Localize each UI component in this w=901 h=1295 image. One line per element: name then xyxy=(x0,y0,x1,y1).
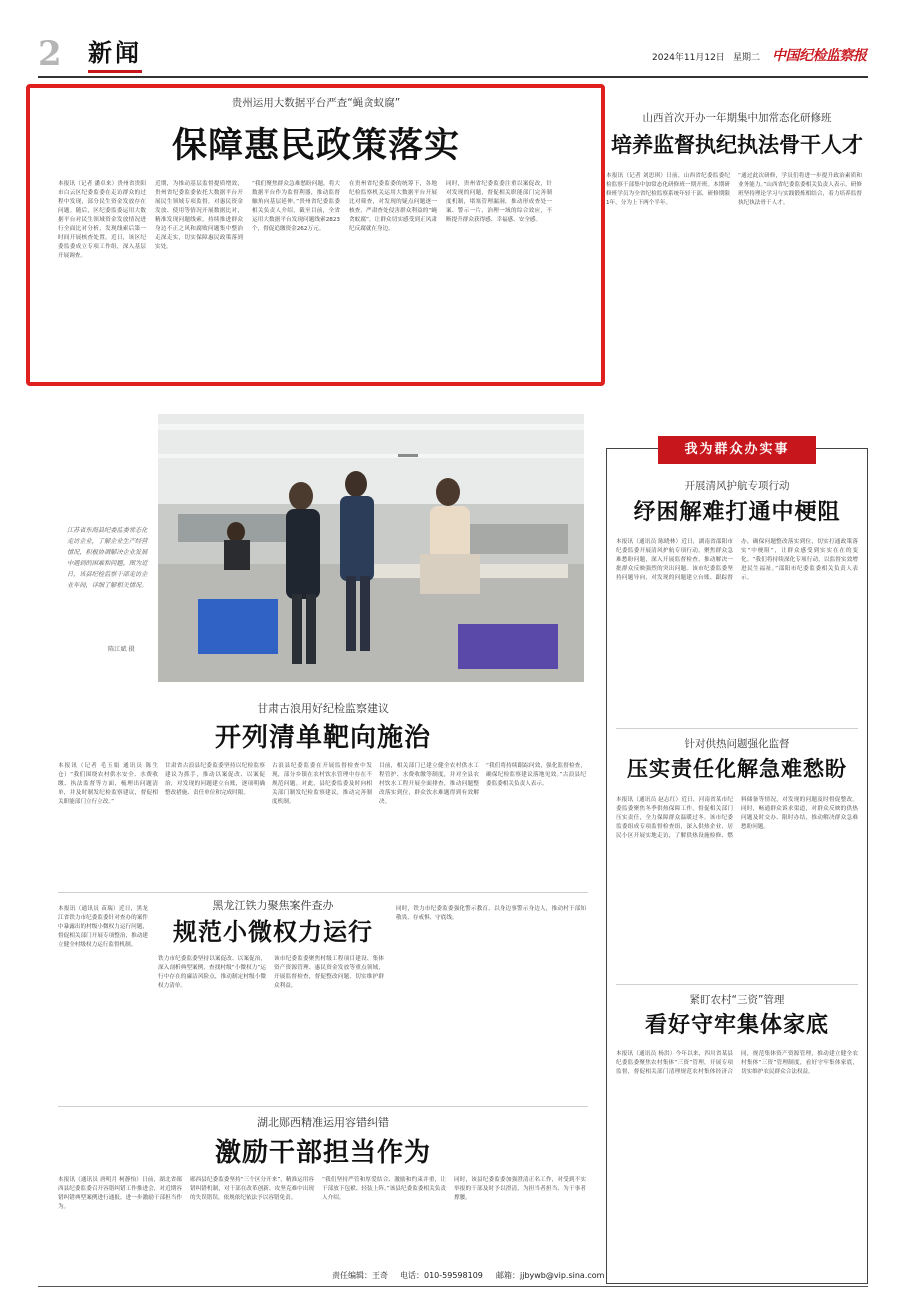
hubei-col-2: 郧西县纪委监委坚持“三个区分开来”，精准运用容错纠错机制，对干部在改革创新、攻坚克难中出现的失误错误，依规依纪依法予以容错免责。 xyxy=(190,1177,314,1201)
heilongjiang-col-3: 该市纪委监委聚焦村级工程项目建设、集体资产资源管理、惠民资金发放等重点领域，开展监督检查，督促整改问题，切实维护群众利益。 xyxy=(274,956,384,989)
footer-email: 邮箱：jjbywb@vip.sina.com xyxy=(496,1271,605,1280)
hubei-col-4: 同时，该县纪委监委加强澄清正名工作，对受到不实举报的干部及时予以澄清，为担当者担当、为干事者撑腰。 xyxy=(454,1177,586,1201)
gansu-col-3: 古浪县纪委监委在开展监督检查中发现，部分乡镇在农村饮水管理中存在不规范问题。对此，县纪委监委及时向相关部门制发纪检监察建议，推动完善制度机制。 xyxy=(272,763,372,805)
sidebar-banner: 我为群众办实事 xyxy=(658,436,816,464)
hubei-col-3: “我们坚持严管和厚爱结合、激励和约束并重，让干部放下包袱、轻装上阵。”该县纪委监委相关负责人介绍。 xyxy=(322,1177,446,1201)
footer-editor: 责任编辑：王奇 xyxy=(332,1271,388,1280)
footer-phone: 电话：010-59598109 xyxy=(400,1271,483,1280)
lead-col-2: 近期，为推动基层监督提质增效，贵州省纪委监委依托大数据平台开展民生领域专项监督，对惠民资金发放、使用等情况开展数据比对，精准发现问题线索，持续推进群众身边不正之风和腐败问题集中整治走深走实，切实保障惠民政策落到实处。 xyxy=(155,181,243,250)
section-title: 新闻 xyxy=(88,38,142,67)
section-underline xyxy=(88,70,142,73)
sidebar-a3-kicker: 紧盯农村“三资”管理 xyxy=(689,994,785,1006)
sidebar-a3-text: 本报讯（通讯员 杨洪）今年以来，四川省某县纪委监委聚焦农村集体“三资”管理，开展专项监督，督促相关部门清理规范农村集体经济合同，规范集体资产资源管理，推动建立健全农村集体“三资”管理制度，看好守牢集体家底，切实维护农民群众合法权益。 xyxy=(616,1051,858,1075)
page-number: 2 xyxy=(38,34,62,74)
hubei-col-1: 本报讯（通讯员 唐明月 柯静怡）日前，湖北省郧西县纪委监委召开容错纠错工作推进会，对近期容错纠错典型案例进行通报，进一步激励干部担当作为。 xyxy=(58,1177,182,1210)
lead-col-4: 在贵州省纪委监委的统筹下，各地纪检监察机关运用大数据平台开展比对筛查，对发现的疑点问题逐一核查，严肃查处侵害群众利益的“蝇贪蚁腐”，让群众切实感受到正风肃纪反腐就在身边。 xyxy=(349,181,437,232)
sidebar-divider-2 xyxy=(616,984,858,985)
photo-credit: 陈江斌 摄 xyxy=(108,646,135,653)
lead-headline: 保障惠民政策落实 xyxy=(171,125,460,166)
footer-rule xyxy=(38,1286,868,1287)
sidebar-a1-headline: 纾困解难打通中梗阻 xyxy=(633,499,841,525)
lead-col-3: “我们聚焦群众急难愁盼问题，将大数据平台作为监督利器，推动监督触角向基层延伸。”贵州省纪委监委相关负责人介绍，截至目前，全省运用大数据平台发现问题线索2823个，督促追缴资金262万元。 xyxy=(252,181,340,232)
sidebar-a1-text: 本报讯（通讯员 陈晓林）近日，湖南省邵阳市纪委监委开展清风护航专项行动，聚焦群众急难愁盼问题，深入开展监督检查，推动解决一批群众反映强烈的突出问题。该市纪委监委坚持问题导向，对发现的问题建立台账、跟踪督办，确保问题整改落实到位，切实打通政策落实“中梗阻”，让群众感受到实实在在的变化。“我们将持续深化专项行动，以监督实效增进民生福祉。”邵阳市纪委监委相关负责人表示。 xyxy=(616,539,858,581)
hubei-headline: 激励干部担当作为 xyxy=(214,1138,431,1168)
photo-caption: 江苏省东海县纪委监委常态化走访企业，了解企业生产经营情况，积极协调解决企业发展中遇到的困难和问题。图为近日，该县纪检监察干部走访企业车间，详细了解相关情况。 xyxy=(67,527,148,589)
heilongjiang-col-4: 同时，铁力市纪委监委强化警示教育，以身边事警示身边人，推动村干部知敬畏、存戒惧、守底线。 xyxy=(396,906,586,921)
right-top-col-2: “通过此次研修，学员们将进一步提升政治素质和业务能力。”山西省纪委监委相关负责人表示，研修班坚持理论学习与实践锻炼相结合，着力培养监督执纪执法骨干人才。 xyxy=(738,173,862,206)
gansu-col-1: 本报讯（记者 毛玉娟 通讯员 陈生仓）“我们围绕农村供水安全、水费收缴、执法监督等方面，梳理出问题清单，并及时制发纪检监察建议，督促相关职能部门立行立改。” xyxy=(58,763,158,805)
right-top-headline: 培养监督执纪执法骨干人才 xyxy=(611,132,863,157)
heilongjiang-col-1: 本报讯（通讯员 苗瑞）近日，黑龙江省铁力市纪委监委针对查办的案件中暴露出的村级小微权力运行问题，督促相关部门开展专项整治，推动建立健全村级权力运行监督机制。 xyxy=(58,906,148,948)
lead-col-5: 同时，贵州省纪委监委注重以案促改，针对发现的问题，督促相关职能部门完善制度机制，堵塞管理漏洞，推动形成查处一案、警示一片、治理一域的综合效应，不断提升群众获得感、幸福感、安全感。 xyxy=(446,181,552,223)
news-photo xyxy=(158,414,584,682)
sidebar-a2-kicker: 针对供热问题强化监督 xyxy=(684,738,790,750)
right-top-col-1: 本报讯（记者 刘思琪）日前，山西省纪委监委纪检监察干部集中加常态化研修班一期开班。本期研修班学员为全省纪检监察系统年轻干部，研修期限1年，分为上下两个半年。 xyxy=(606,173,730,206)
lead-col-1: 本报讯（记者 潘卓来）贵州省贵阳市白云区纪委监委在走访群众的过程中发现，部分民生资金发放存在问题。随后，区纪委监委运用大数据平台对民生领域资金发放情况进行全面比对分析，发现线索后第一时间开展核查处置。近日，该区纪委监委成立专项工作组，深入基层开展调查。 xyxy=(58,181,146,259)
sidebar-a3-headline: 看好守牢集体家底 xyxy=(644,1012,829,1038)
sidebar-a2-headline: 压实责任化解急难愁盼 xyxy=(627,756,847,781)
right-top-kicker: 山西首次开办一年期集中加常态化研修班 xyxy=(642,112,832,124)
factory-workers-photo xyxy=(158,414,584,682)
divider-2 xyxy=(58,1106,588,1107)
sidebar-a2-text: 本报讯（通讯员 赵志红）近日，河南省某市纪委监委聚焦冬季供热保障工作，督促相关部门压实责任，全力保障群众温暖过冬。该市纪委监委组成专项监督检查组，深入供热企业、居民小区开展实地走访，了解供热设施检修、燃料储备等情况，对发现的问题及时督促整改。同时，畅通群众诉求渠道，对群众反映的供热问题及时交办、限时办结，推动解决群众急难愁盼问题。 xyxy=(616,797,858,839)
gansu-headline: 开列清单靶向施治 xyxy=(214,723,431,753)
divider-1 xyxy=(58,892,588,893)
sidebar-a1-kicker: 开展清风护航专项行动 xyxy=(684,480,790,492)
gansu-kicker: 甘肃古浪用好纪检监察建议 xyxy=(257,702,389,715)
paper-logo: 中国纪检监察报 xyxy=(772,48,867,64)
heilongjiang-kicker: 黑龙江铁力聚焦案件查办 xyxy=(212,899,334,912)
gansu-col-5: “我们将持续跟踪问效，强化监督检查，确保纪检监察建议落地见效。”古浪县纪委监委相关负责人表示。 xyxy=(486,763,586,787)
heilongjiang-col-2: 铁力市纪委监委坚持以案促改、以案促治，深入剖析典型案例，查找村级“小微权力”运行中存在的廉洁风险点，推动制定村级小微权力清单。 xyxy=(158,956,266,989)
gansu-col-2: 甘肃省古浪县纪委监委坚持以纪检监察建议为抓手，推动以案促改、以案促治，对发现的问题建立台账，逐项明确整改措施、责任单位和完成时限。 xyxy=(165,763,265,796)
masthead-date: 2024年11月12日 xyxy=(652,53,725,63)
masthead-weekday: 星期二 xyxy=(733,53,761,63)
masthead-rule xyxy=(38,76,868,78)
sidebar-divider-1 xyxy=(616,728,858,729)
lead-kicker: 贵州运用大数据平台严查“蝇贪蚁腐” xyxy=(231,97,401,109)
hubei-kicker: 湖北郧西精准运用容错纠错 xyxy=(257,1116,389,1129)
gansu-col-4: 目前，相关部门已建立健全农村供水工程管护、水费收缴等制度，并对全县农村饮水工程开展全面排查，推动问题整改落实到位，群众饮水难题得到有效解决。 xyxy=(379,763,479,805)
heilongjiang-headline: 规范小微权力运行 xyxy=(173,917,373,946)
